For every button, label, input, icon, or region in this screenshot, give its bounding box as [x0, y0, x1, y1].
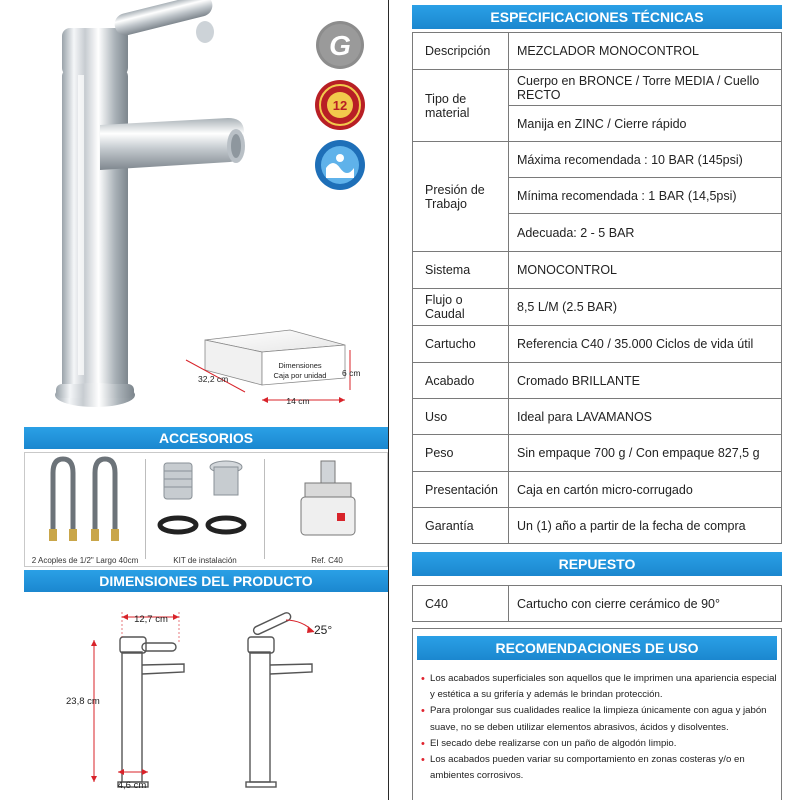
accessory-install-kit — [146, 453, 264, 568]
accessory-cartridge — [265, 453, 389, 568]
column-divider — [388, 0, 389, 800]
spec-value: Cromado BRILLANTE — [509, 363, 782, 399]
spec-value: Ideal para LAVAMANOS — [509, 399, 782, 435]
water-saving-seal-icon — [315, 140, 365, 190]
faucet-illustration — [0, 0, 388, 425]
spec-value: Referencia C40 / 35.000 Ciclos de vida útil — [509, 326, 782, 363]
spec-row-flujo — [413, 289, 782, 326]
repuesto-table — [412, 585, 782, 622]
dimensions-panel — [24, 592, 388, 800]
recommendations-title: RECOMENDACIONES DE USO — [417, 636, 777, 660]
spec-key: Garantía — [413, 508, 509, 544]
svg-text:32,2 cm: 32,2 cm — [198, 374, 229, 384]
spec-key: Uso — [413, 399, 509, 435]
specs-table — [412, 32, 782, 544]
left-column — [0, 0, 388, 800]
recommendation-item: • Para prolongar sus cualidades realice la limpieza únicamente con agua y jabón suave, no se deben utilizar elementos abrasivos, ácidos y disolventes. — [421, 703, 777, 735]
faucet-body — [62, 70, 128, 390]
faucet-cap — [62, 28, 128, 76]
cartridge-icon — [265, 453, 389, 548]
svg-text:14 cm: 14 cm — [286, 396, 310, 406]
spec-value: Un (1) año a partir de la fecha de compra — [509, 508, 782, 544]
accessory-hoses — [25, 453, 145, 568]
right-column — [412, 0, 782, 800]
spec-row-sistema — [413, 252, 782, 289]
faucet-spout — [100, 118, 244, 170]
spec-row-presion — [413, 142, 782, 178]
spec-value: Cuerpo en BRONCE / Torre MEDIA / Cuello RECTO — [509, 70, 782, 106]
specs-title: ESPECIFICACIONES TÉCNICAS — [412, 5, 782, 29]
accessories-panel — [24, 452, 388, 567]
svg-text:12,7 cm: 12,7 cm — [134, 614, 168, 625]
accessory-caption: 2 Acoples de 1/2" Largo 40cm — [31, 556, 139, 565]
svg-text:Dimensiones: Dimensiones — [278, 361, 322, 370]
repuesto-title: REPUESTO — [412, 552, 782, 576]
spec-value: MEZCLADOR MONOCONTROL — [509, 33, 782, 70]
spec-key: Acabado — [413, 363, 509, 399]
accessory-caption: KIT de instalación — [173, 556, 237, 565]
spec-row-acabado — [413, 363, 782, 399]
dimension-drawing — [24, 592, 388, 800]
recommendations-list — [421, 671, 777, 784]
recommendation-item: • Los acabados superficiales son aquellos que le imprimen una apariencia especial y estética a su grifería y además le brindan protección. — [421, 671, 777, 703]
accessory-caption: Ref. C40 — [311, 556, 343, 565]
spec-row-descripcion — [413, 33, 782, 70]
spec-value: MONOCONTROL — [509, 252, 782, 289]
svg-text:23,8 cm: 23,8 cm — [66, 696, 100, 707]
spec-row-uso — [413, 399, 782, 435]
repuesto-row — [413, 586, 782, 622]
packaging-box — [186, 330, 360, 406]
spec-value: Máxima recomendada : 10 BAR (145psi) — [509, 142, 782, 178]
spec-key: Descripción — [413, 33, 509, 70]
recommendation-item: • Los acabados pueden variar su comportamiento en zonas costeras y/o en ambientes corrosivos. — [421, 752, 777, 784]
accessories-title: ACCESORIOS — [24, 427, 388, 449]
spec-value: Caja en cartón micro-corrugado — [509, 472, 782, 508]
repuesto-value: Cartucho con cierre cerámico de 90° — [509, 586, 782, 622]
spec-row-peso — [413, 435, 782, 472]
spec-key: Peso — [413, 435, 509, 472]
spec-row-presentacion — [413, 472, 782, 508]
spec-row-tipo — [413, 70, 782, 106]
svg-text:4,6 cm: 4,6 cm — [117, 780, 147, 791]
dimensions-title: DIMENSIONES DEL PRODUCTO — [24, 570, 388, 592]
spec-value: Mínima recomendada : 1 BAR (14,5psi) — [509, 178, 782, 214]
warranty-seal-icon — [315, 80, 365, 130]
spec-value: Sin empaque 700 g / Con empaque 827,5 g — [509, 435, 782, 472]
spec-value: Manija en ZINC / Cierre rápido — [509, 106, 782, 142]
spec-key: Flujo o Caudal — [413, 289, 509, 326]
spec-value: 8,5 L/M (2.5 BAR) — [509, 289, 782, 326]
brand-g-badge — [316, 21, 364, 69]
spec-key: Tipo de material — [413, 70, 509, 142]
svg-text:Caja por unidad: Caja por unidad — [273, 371, 327, 380]
recommendation-item: • El secado debe realizarse con un paño de algodón limpio. — [421, 736, 777, 752]
spec-key: Presentación — [413, 472, 509, 508]
spec-key: Cartucho — [413, 326, 509, 363]
hose-icon — [25, 453, 145, 548]
svg-text:25°: 25° — [314, 623, 333, 637]
repuesto-key: C40 — [413, 586, 509, 622]
svg-text:12: 12 — [332, 98, 348, 113]
spec-row-cartucho — [413, 326, 782, 363]
recommendations-panel — [412, 628, 782, 800]
spec-row-garantia — [413, 508, 782, 544]
svg-text:6 cm: 6 cm — [342, 368, 361, 378]
spec-key: Sistema — [413, 252, 509, 289]
svg-text:G: G — [329, 30, 351, 61]
install-kit-icon — [146, 453, 264, 548]
spec-value: Adecuada: 2 - 5 BAR — [509, 214, 782, 252]
spec-key: Presión de Trabajo — [413, 142, 509, 252]
product-hero — [0, 0, 388, 425]
